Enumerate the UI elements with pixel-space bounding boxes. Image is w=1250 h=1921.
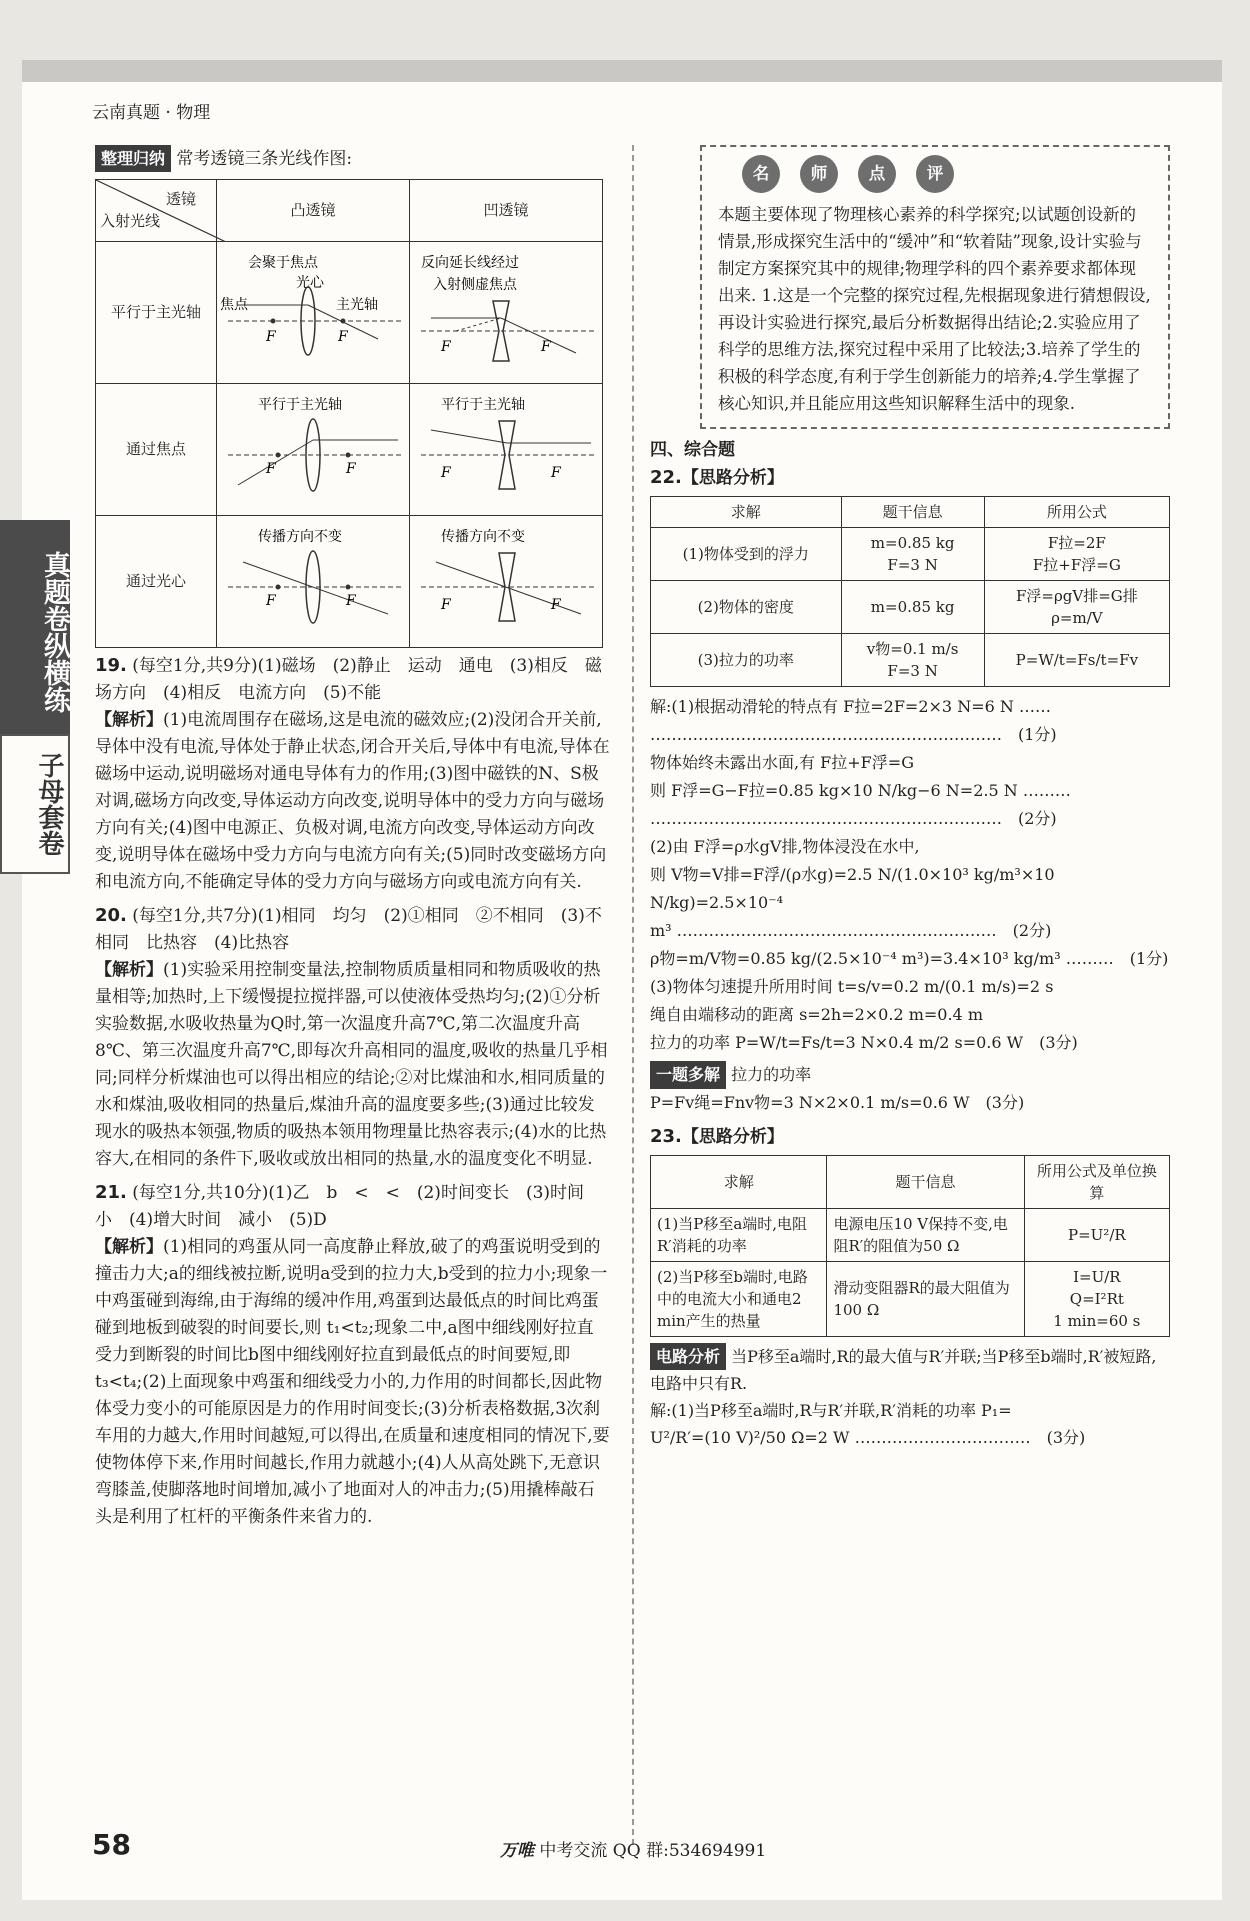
- table-cell: F拉=2F F拉+F浮=G: [984, 528, 1169, 581]
- row-label: 平行于主光轴: [96, 242, 217, 384]
- question-21: [95, 1179, 610, 1531]
- table-cell: (1)当P移至a端时,电阻R′消耗的功率: [651, 1209, 827, 1262]
- concave-center-diagram: [410, 516, 603, 648]
- review-text: 本题主要体现了物理核心素养的科学探究;以试题创设新的情景,形成探究生活中的“缓冲”和“软着陆”现象,设计实验与制定方案探究其中的规律;物理学科的四个素养要求都体现出来. 1.这是一个完整的探究过程,先根据现象进行猜想假设,再设计实验进行探究,最后分析数据得出结论;2.实验应用了科学的思维方法,探究过程中采用了比较法;3.培养了学生的积极的科学态度,有利于学生创新能力的培养;4.学生掌握了核心知识,并且能应用这些知识解释生活中的现象.: [718, 205, 1151, 413]
- table-header: 求解: [651, 497, 842, 528]
- table-cell: (1)物体受到的浮力: [651, 528, 842, 581]
- footer-brand: 万唯: [500, 1841, 534, 1861]
- q23-head: 【思路分析】: [681, 1127, 784, 1147]
- corner-bottom: 入射光线: [100, 212, 161, 230]
- footer: [500, 1836, 766, 1861]
- solution-line: m³ …………………………………………………… (2分): [650, 921, 1052, 940]
- solution-line: ………………………………………………………… (2分): [650, 809, 1057, 828]
- question-19: [95, 652, 610, 896]
- solution-line: (2)由 F浮=ρ水gV排,物体浸没在水中,: [650, 837, 920, 856]
- corner-cell: [96, 180, 217, 242]
- column-divider: [632, 145, 634, 1845]
- stamp-char: 名: [742, 155, 780, 193]
- multi-solution-title: 拉力的功率: [731, 1065, 812, 1084]
- focus-label: F: [266, 329, 276, 345]
- focus-label: F: [541, 339, 551, 355]
- focus-label: F: [338, 329, 348, 345]
- q21-answer: (每空1分,共10分)(1)乙 b < < (2)时间变长 (3)时间 小 (4)增大时间 减小 (5)D: [95, 1183, 602, 1230]
- q19-tag: 【解析】: [95, 710, 163, 730]
- solution-line: U²/R′=(10 V)²/50 Ω=2 W …………………………… (3分): [650, 1428, 1086, 1447]
- table-header: 求解: [651, 1156, 827, 1209]
- q21-analysis: (1)相同的鸡蛋从同一高度静止释放,破了的鸡蛋说明受到的撞击力大;a的细线被拉断,说明a受到的拉力大,b受到的拉力小;现象一中鸡蛋碰到海绵,由于海绵的缓冲作用,鸡蛋到达最低点的时间比鸡蛋碰到地板到破裂的时间要长,则 t₁<t₂;现象二中,a图中细线刚好拉直受力到断裂的时间比b图中细线刚好拉直到最低点的时间要短,即 t₃<t₄;(2)上面现象中鸡蛋和细线受力小的,力作用的时间都长,因此物体受力变小的可能原因是力的作用时间变长;(3)分析表格数据,3次刹车用的力越大,作用时间越短,可以得出,在质量和速度相同的情况下,要使物体停下来,作用时间越长,作用力就越小;(4)人从高处跳下,无意识弯膝盖,使脚落地时间增加,减小了地面对人的冲击力;(5)用撬棒敲石头是利用了杠杆的平衡条件来省力的.: [95, 1237, 610, 1527]
- solution-line: 则 F浮=G−F拉=0.85 kg×10 N/kg−6 N=2.5 N ………: [650, 781, 1071, 800]
- table-cell: m=0.85 kg F=3 N: [841, 528, 984, 581]
- solution-line: 则 V物=V排=F浮/(ρ水g)=2.5 N/(1.0×10³ kg/m³×10 N/kg)=2.5×10⁻⁴: [650, 865, 1055, 912]
- solution-line: ρ物=m/V物=0.85 kg/(2.5×10⁻⁴ m³)=3.4×10³ kg/m³ ……… (1分): [650, 949, 1169, 968]
- summary-tag: 整理归纳: [95, 145, 171, 172]
- q21-tag: 【解析】: [95, 1237, 163, 1257]
- right-column: [650, 145, 1170, 1451]
- table-header: 所用公式: [984, 497, 1169, 528]
- diagram-label: 主光轴: [336, 297, 378, 313]
- convex-focus-diagram: [217, 384, 410, 516]
- focus-label: F: [441, 465, 451, 481]
- circuit-analysis-tag: 电路分析: [650, 1343, 726, 1370]
- diagram-label: 焦点: [220, 297, 248, 313]
- page-number: 58: [92, 1828, 131, 1861]
- solution-line: 解:(1)当P移至a端时,R与R′并联,R′消耗的功率 P₁=: [650, 1401, 1012, 1420]
- question-20: [95, 902, 610, 1173]
- table-header: 题干信息: [827, 1156, 1024, 1209]
- q20-analysis: (1)实验采用控制变量法,控制物质质量相同和物质吸收的热量相等;加热时,上下缓慢提拉搅拌器,可以使液体受热均匀;(2)①分析实验数据,水吸收热量为Q时,第一次温度升高7℃,第二次温度升高8℃、第三次温度升高7℃,即每次升高相同的温度,吸收的热量几乎相同;同样分析煤油也可以得出相应的结论;②对比煤油和水,相同质量的水和煤油,吸收相同的热量后,煤油升高的温度要多些;(3)通过比较发现水的吸热本领强,物质的吸热本领用物理量比热容表示;(4)水的比热容大,在相同的条件下,吸收或放出相同的热量,水的温度变化不明显.: [95, 960, 608, 1169]
- q22-head: 【思路分析】: [681, 468, 784, 488]
- diagram-label: 入射侧虚焦点: [433, 277, 517, 293]
- table-cell: m=0.85 kg: [841, 581, 984, 634]
- convex-center-diagram: [217, 516, 410, 648]
- q22-number: 22.: [650, 467, 682, 488]
- summary-heading: [95, 145, 610, 173]
- lens-table: [95, 179, 603, 648]
- q22-solution: [650, 693, 1170, 1117]
- table-cell: P=U²/R: [1024, 1209, 1169, 1262]
- table-cell: P=W/t=Fs/t=Fv: [984, 634, 1169, 687]
- solution-line: 绳自由端移动的距离 s=2h=2×0.2 m=0.4 m: [650, 1005, 983, 1024]
- diagram-label: 反向延长线经过: [421, 255, 519, 271]
- solution-line: P=Fv绳=Fnv物=3 N×2×0.1 m/s=0.6 W (3分): [650, 1093, 1025, 1112]
- table-cell: F浮=ρgV排=G排 ρ=m/V: [984, 581, 1169, 634]
- q20-number: 20.: [95, 905, 127, 926]
- side-tab-secondary: 子母套卷: [0, 734, 70, 874]
- solution-line: 物体始终未露出水面,有 F拉+F浮=G: [650, 753, 914, 772]
- diagram-label: 传播方向不变: [441, 529, 525, 545]
- focus-label: F: [266, 461, 276, 477]
- concave-focus-diagram: [410, 384, 603, 516]
- top-band: [22, 60, 1222, 82]
- focus-label: F: [551, 465, 561, 481]
- diagram-label: 平行于主光轴: [258, 397, 342, 413]
- focus-label: F: [551, 597, 561, 613]
- q20-answer: (每空1分,共7分)(1)相同 均匀 (2)①相同 ②不相同 (3)不相同 比热容 (4)比热容: [95, 906, 602, 953]
- multi-solution-tag: 一题多解: [650, 1061, 726, 1089]
- circuit-analysis-text: 当P移至a端时,R的最大值与R′并联;当P移至b端时,R′被短路,电路中只有R.: [650, 1347, 1157, 1393]
- focus-label: F: [441, 597, 451, 613]
- col-convex: 凸透镜: [217, 180, 410, 242]
- review-stamp: [742, 155, 954, 193]
- solution-line: (3)物体匀速提升所用时间 t=s/v=0.2 m/(0.1 m/s)=2 s: [650, 977, 1054, 996]
- solution-line: 拉力的功率 P=W/t=Fs/t=3 N×0.4 m/2 s=0.6 W (3分): [650, 1033, 1078, 1052]
- stamp-char: 评: [916, 155, 954, 193]
- table-header: 所用公式及单位换算: [1024, 1156, 1169, 1209]
- focus-label: F: [346, 461, 356, 477]
- solution-line: ………………………………………………………… (1分): [650, 725, 1057, 744]
- concave-parallel-diagram: [410, 242, 603, 384]
- row-label: 通过焦点: [96, 384, 217, 516]
- footer-text: 中考交流 QQ 群:534694991: [539, 1841, 767, 1861]
- focus-label: F: [266, 593, 276, 609]
- running-header: 云南真题 · 物理: [92, 103, 211, 123]
- side-tab: 真题卷纵横练: [0, 520, 70, 744]
- diagram-label: 会聚于焦点: [248, 255, 318, 271]
- q20-tag: 【解析】: [95, 960, 163, 980]
- q21-number: 21.: [95, 1182, 127, 1203]
- table-cell: (3)拉力的功率: [651, 634, 842, 687]
- section-heading: 四、综合题: [650, 440, 735, 460]
- stamp-char: 师: [800, 155, 838, 193]
- left-column: [95, 145, 610, 1531]
- q23-table: [650, 1155, 1170, 1337]
- table-header: 题干信息: [841, 497, 984, 528]
- focus-label: F: [441, 339, 451, 355]
- table-cell: (2)物体的密度: [651, 581, 842, 634]
- teacher-review-box: [700, 145, 1170, 429]
- row-label: 通过光心: [96, 516, 217, 648]
- q22-table: [650, 496, 1170, 687]
- table-cell: v物=0.1 m/s F=3 N: [841, 634, 984, 687]
- summary-title: 常考透镜三条光线作图:: [176, 149, 353, 169]
- table-cell: I=U/R Q=I²Rt 1 min=60 s: [1024, 1262, 1169, 1337]
- q19-analysis: (1)电流周围存在磁场,这是电流的磁效应;(2)没闭合开关前,导体中没有电流,导体处于静止状态,闭合开关后,导体中有电流,导体在磁场中运动,说明磁场对通电导体有力的作用;(3)图中磁铁的N、S极对调,磁场方向改变,导体运动方向改变,说明导体中的受力方向与磁场方向有关;(4)图中电源正、负极对调,电流方向改变,导体运动方向改变,说明导体在磁场中受力方向与电流方向有关;(5)同时改变磁场方向和电流方向,不能确定导体的受力方向与磁场方向或电流方向有关.: [95, 710, 610, 892]
- table-cell: (2)当P移至b端时,电路中的电流大小和通电2 min产生的热量: [651, 1262, 827, 1337]
- q23-number: 23.: [650, 1126, 682, 1147]
- focus-label: F: [346, 593, 356, 609]
- diagram-label: 平行于主光轴: [441, 397, 525, 413]
- solution-line: 解:(1)根据动滑轮的特点有 F拉=2F=2×3 N=6 N ……: [650, 697, 1051, 716]
- col-concave: 凹透镜: [410, 180, 603, 242]
- stamp-char: 点: [858, 155, 896, 193]
- table-cell: 电源电压10 V保持不变,电阻R′的阻值为50 Ω: [827, 1209, 1024, 1262]
- convex-parallel-diagram: [217, 242, 410, 384]
- q19-answer: (每空1分,共9分)(1)磁场 (2)静止 运动 通电 (3)相反 磁场方向 (4)相反 电流方向 (5)不能: [95, 656, 602, 703]
- table-cell: 滑动变阻器R的最大阻值为100 Ω: [827, 1262, 1024, 1337]
- diagram-label: 传播方向不变: [258, 529, 342, 545]
- corner-top: 透镜: [165, 190, 196, 208]
- diagram-label: 光心: [296, 275, 324, 291]
- q19-number: 19.: [95, 655, 127, 676]
